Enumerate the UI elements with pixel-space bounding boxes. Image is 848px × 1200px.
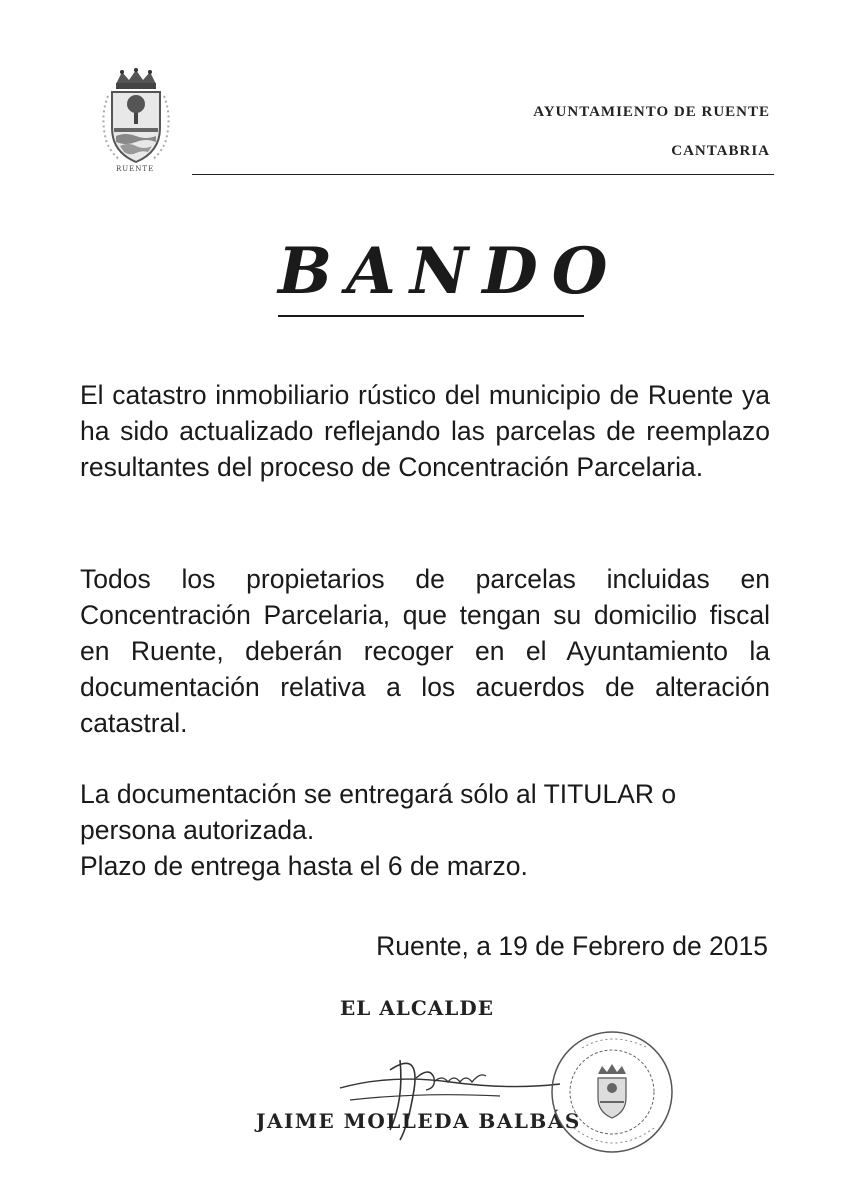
paragraph-1: El catastro inmobiliario rústico del municipio de Ruente ya ha sido actualizado reflejando las parcelas de reemplazo resultantes del proceso de Concentración Parcelaria.	[80, 380, 770, 482]
paragraph-3	[80, 776, 770, 884]
title-underline	[278, 315, 584, 317]
document-title: BANDO	[278, 234, 622, 309]
header-divider	[192, 174, 774, 175]
crest-caption: RUENTE	[116, 165, 155, 173]
organization-region: CANTABRIA	[671, 143, 770, 159]
signer-name: JAIME MOLLEDA BALBÁS	[256, 1109, 581, 1133]
official-stamp-icon	[544, 1018, 680, 1168]
paragraph-3-line-1: La documentación se entregará sólo al TITULAR o persona autorizada.	[80, 779, 677, 845]
paragraph-3-line-2: Plazo de entrega hasta el 6 de marzo.	[80, 851, 528, 881]
paragraph-2: Todos los propietarios de parcelas incluidas en Concentración Parcelaria, que tengan su domicilio fiscal en Ruente, deberán recoger en el Ayuntamiento la documentación relativa a los acuerdos de alteración catastral.	[80, 564, 770, 738]
signer-title: EL ALCALDE	[340, 996, 494, 1020]
organization-name: AYUNTAMIENTO DE RUENTE	[533, 104, 770, 120]
date-line: Ruente, a 19 de Febrero de 2015	[376, 931, 768, 961]
